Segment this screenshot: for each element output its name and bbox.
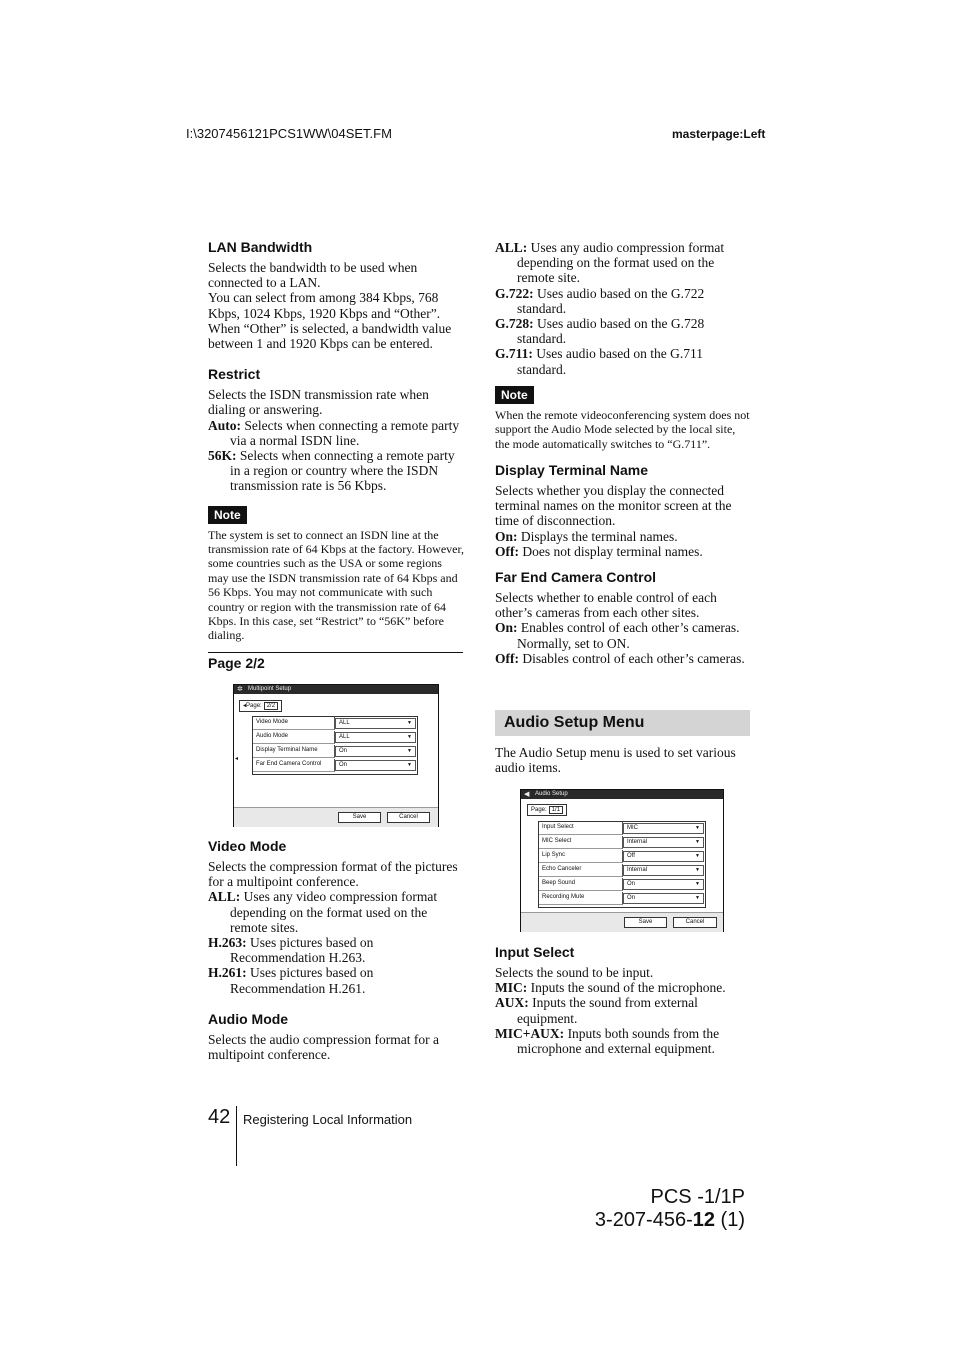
section-divider (208, 652, 463, 653)
input-select-heading: Input Select (495, 944, 575, 960)
arrow-left-icon: ◂ (243, 703, 247, 709)
left-column-lower (208, 837, 464, 1062)
lan-bandwidth-text-1: Selects the bandwidth to be used when connected to a LAN. (208, 260, 418, 291)
dropdown-arrow-icon: ▼ (695, 839, 700, 845)
audio-settings-list (538, 821, 706, 908)
settings-icon: ✲ (237, 686, 243, 693)
footer-section-title: Registering Local Information (243, 1112, 413, 1127)
dropdown-arrow-icon: ▼ (407, 720, 412, 726)
speaker-icon: ◀ (524, 791, 530, 798)
fecc-item-off: Off: Disables control of each other’s cameras. (495, 650, 745, 666)
save-button[interactable]: Save (338, 812, 381, 823)
audio-setup-menu-text: The Audio Setup menu is used to set various audio items. (495, 745, 736, 776)
cancel-button[interactable]: Cancel (387, 812, 430, 823)
save-button[interactable]: Save (624, 917, 667, 928)
lan-bandwidth-text-2: You can select from among 384 Kbps, 768 Kbps, 1024 Kbps, 1920 Kbps and “Other”. When “Other” is selected, a bandwidth value between 1 and 1920 Kbps can be entered. (208, 290, 452, 352)
document-code: 3-207-456-12 (1) (594, 1209, 745, 1231)
beep-sound-dropdown[interactable]: On ▼ (623, 879, 704, 890)
input-select-text: Selects the sound to be input. (495, 965, 654, 980)
dropdown-arrow-icon: ▼ (695, 895, 700, 901)
fecc-item-on: On: Enables control of each other’s cameras. Normally, set to ON. (495, 620, 740, 651)
lan-bandwidth-heading: LAN Bandwidth (208, 239, 313, 255)
page-number: 1/1 (549, 806, 563, 814)
audio-setup-screen (520, 789, 724, 932)
page-selector[interactable]: ◂Page: 2/2 (239, 700, 282, 712)
display-terminal-name-select[interactable]: On ▼ (335, 746, 416, 757)
far-end-camera-control-row: Far End Camera Control On ▼ (253, 759, 417, 771)
restrict-item-auto: Auto: Selects when connecting a remote party via a normal ISDN line. (208, 417, 460, 448)
dtn-item-on: On: Displays the terminal names. (495, 528, 678, 544)
scroll-left-icon[interactable]: ◂ (235, 756, 239, 762)
audio-setup-menu-heading: Audio Setup Menu (495, 710, 750, 736)
input-item-aux: AUX: Inputs the sound from external equipment. (495, 995, 698, 1026)
audio-item-g722: G.722: Uses audio based on the G.722 standard. (495, 285, 705, 316)
input-item-mic: MIC: Inputs the sound of the microphone. (495, 980, 726, 996)
restrict-heading: Restrict (208, 366, 261, 383)
note-badge-right: Note (495, 386, 534, 404)
dropdown-arrow-icon: ▼ (407, 734, 412, 740)
recording-mute-row: Recording Mute On ▼ (539, 892, 705, 904)
lip-sync-row: Lip Sync Off ▼ (539, 850, 705, 862)
multipoint-setup-titlebar (234, 685, 438, 694)
button-bar (521, 912, 723, 932)
input-select-row: Input Select MIC ▼ (539, 822, 705, 834)
file-path: I:\3207456121PCS1WW\04SET.FM (186, 126, 392, 141)
model-code: PCS -1/1P (650, 1186, 745, 1208)
restrict-text: Selects the ISDN transmission rate when dialing or answering. (208, 387, 429, 418)
audio-mode-text: Selects the audio compression format for a multipoint conference. (208, 1031, 439, 1063)
multipoint-setup-screen (233, 684, 439, 827)
audio-setup-titlebar (521, 790, 723, 799)
dropdown-arrow-icon: ▼ (695, 867, 700, 873)
dropdown-arrow-icon: ▼ (407, 748, 412, 754)
dropdown-arrow-icon: ▼ (407, 762, 412, 768)
mic-select-dropdown[interactable]: Internal ▼ (623, 837, 704, 848)
multipoint-settings-list (252, 716, 418, 775)
cancel-button[interactable]: Cancel (673, 917, 717, 928)
video-mode-select[interactable]: ALL ▼ (335, 718, 416, 729)
display-terminal-name-text: Selects whether you display the connected terminal names on the monitor screen at the time of disconnection. (495, 483, 732, 529)
input-item-mic-aux: MIC+AUX: Inputs both sounds from the microphone and external equipment. (495, 1025, 720, 1057)
masterpage-label: masterpage:Left (672, 127, 766, 141)
video-mode-row: Video Mode ALL ▼ (253, 717, 417, 729)
lip-sync-dropdown[interactable]: Off ▼ (623, 851, 704, 862)
dropdown-arrow-icon: ▼ (695, 881, 700, 887)
audio-item-all: ALL: Uses any audio compression format depending on the format used on the remote site. (495, 240, 725, 286)
button-bar (234, 807, 438, 827)
far-end-camera-control-text: Selects whether to enable control of each other’s cameras from each other sites. (495, 590, 717, 621)
display-terminal-name-heading: Display Terminal Name (495, 462, 649, 479)
audio-item-g728: G.728: Uses audio based on the G.728 standard. (495, 316, 705, 347)
note-badge-left: Note (208, 506, 247, 524)
note-text-left: The system is set to connect an ISDN line at the transmission rate of 64 Kbps at the factory. However, some countries such as the USA or some regions may use the ISDN transmission rate of 64 Kbps and 56 Kbps. You may not communicate with such country or region with the transmission rate of 64 Kbps. In this case, set “Restrict” to “56K” before dialing. (208, 527, 465, 643)
input-select-section (495, 943, 751, 1056)
dtn-item-off: Off: Does not display terminal names. (495, 543, 703, 559)
audio-mode-row: Audio Mode ALL ▼ (253, 731, 417, 743)
audio-setup-title: Audio Setup (535, 791, 568, 797)
video-item-h263: H.263: Uses pictures based on Recommendation H.263. (208, 935, 374, 966)
video-mode-heading: Video Mode (208, 838, 287, 854)
footer-divider (236, 1106, 237, 1166)
restrict-item-56k: 56K: Selects when connecting a remote party in a region or country where the ISDN transmission rate is 56 Kbps. (208, 448, 455, 494)
video-item-h261: H.261: Uses pictures based on Recommendation H.261. (208, 965, 374, 996)
right-column (495, 240, 751, 666)
dropdown-arrow-icon: ▼ (695, 853, 700, 859)
far-end-camera-control-select[interactable]: On ▼ (335, 760, 416, 771)
page-2-2-heading: Page 2/2 (208, 655, 265, 671)
input-select-dropdown[interactable]: MIC ▼ (623, 823, 704, 834)
video-mode-text: Selects the compression format of the pictures for a multipoint conference. (208, 859, 458, 890)
left-column (208, 238, 464, 643)
far-end-camera-control-heading: Far End Camera Control (495, 569, 657, 586)
audio-mode-heading: Audio Mode (208, 1010, 289, 1027)
page-number: 2/2 (264, 702, 278, 710)
multipoint-setup-title: Multipoint Setup (248, 686, 292, 692)
video-item-all: ALL: Uses any video compression format depending on the format used on the remote sites. (208, 889, 438, 935)
recording-mute-dropdown[interactable]: On ▼ (623, 893, 704, 904)
echo-canceler-row: Echo Canceler Internal ▼ (539, 864, 705, 876)
display-terminal-name-row: Display Terminal Name On ▼ (253, 745, 417, 757)
page-number: 42 (208, 1106, 231, 1128)
audio-mode-select[interactable]: ALL ▼ (335, 732, 416, 743)
echo-canceler-dropdown[interactable]: Internal ▼ (623, 865, 704, 876)
page-selector[interactable]: Page: 1/1 (527, 804, 567, 816)
note-text-right: When the remote videoconferencing system does not support the Audio Mode selected by the local site, the mode automatically switches to “G.711”. (495, 407, 750, 451)
audio-item-g711: G.711: Uses audio based on the G.711 standard. (495, 346, 703, 377)
mic-select-row: MIC Select Internal ▼ (539, 836, 705, 848)
dropdown-arrow-icon: ▼ (695, 825, 700, 831)
beep-sound-row: Beep Sound On ▼ (539, 878, 705, 890)
